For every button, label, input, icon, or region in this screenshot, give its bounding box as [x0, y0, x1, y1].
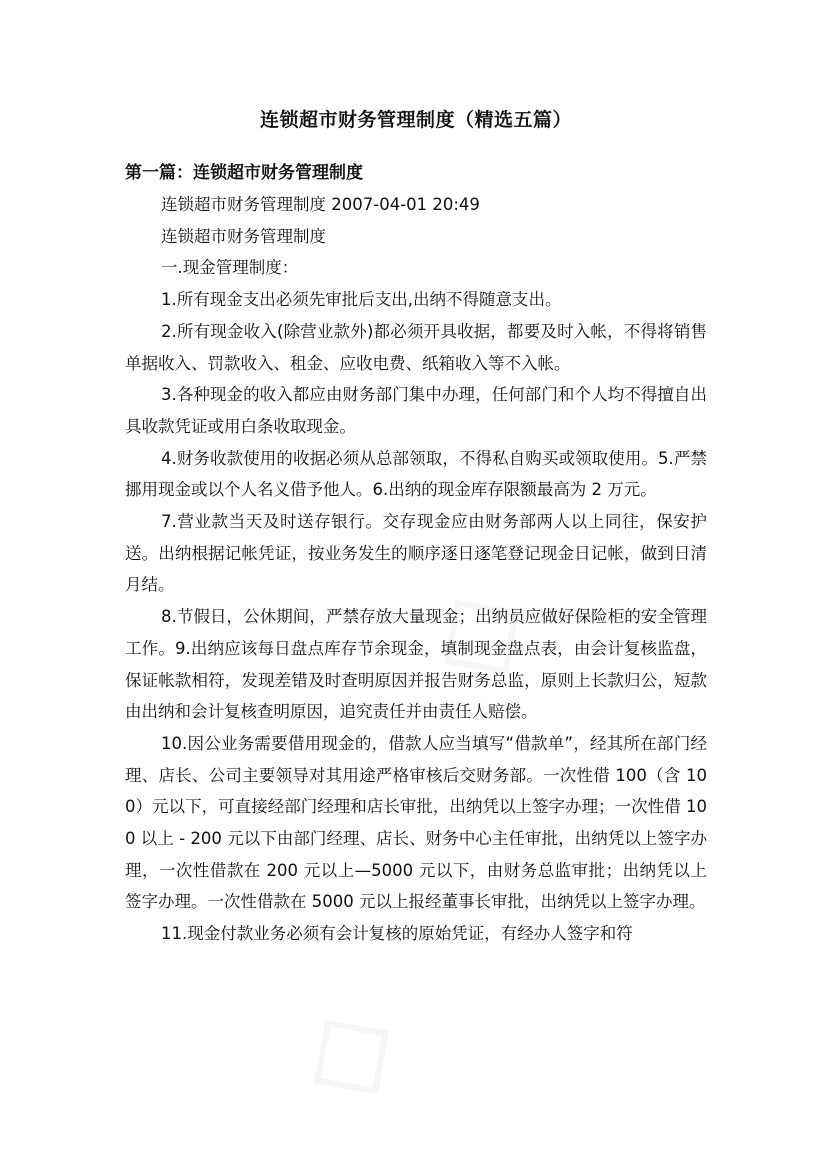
watermark-mark — [268, 966, 423, 1133]
paragraph-date-line: 连锁超市财务管理制度 2007-04-01 20:49 — [161, 195, 480, 214]
paragraph-rule-11: 11.现金付款业务必须有会计复核的原始凭证，有经办人签字和符 — [161, 924, 633, 944]
paragraph-rule-8-9: 8.节假日，公休期间，严禁存放大量现金；出纳员应做好保险柜的安全管理工作。9.出纳应该每日盘点库存节余现金，填制现金盘点表，由会计复核监盘，保证帐款相符，发现差错及时查明原因并报告财务总监，原则上长款归公，短款由出纳和会计复核查明原因，追究责任并由责任人赔偿。 — [125, 607, 707, 722]
paragraph-rule-4-6: 4.财务收款使用的收据必须从总部领取，不得私自购买或领取使用。5.严禁挪用现金或以个人名义借予他人。6.出纳的现金库存限额最高为 2 万元。 — [125, 448, 707, 500]
document-body — [125, 104, 707, 950]
paragraph-rule-2: 2.所有现金收入(除营业款外)都必须开具收据，都要及时入帐，不得将销售单据收入、罚款收入、租金、应收电费、纸箱收入等不入帐。 — [125, 321, 707, 373]
section-heading: 第一篇：连锁超市财务管理制度 — [125, 163, 363, 183]
paragraph-rule-10: 10.因公业务需要借用现金的，借款人应当填写“借款单”，经其所在部门经理、店长、公司主要领导对其用途严格审核后交财务部。一次性借 100（含 100）元以下，可直接经部门经理和店长审批，出纳凭以上签字办理；一次性借 100 以上 - 200 元以下由部门经理、店长、财务中心主任审批，出纳凭以上签字办理，一次性借款在 200 元以上—5000 元以下，由财务总监审批；出纳凭以上签字办理。一次性借款在 5000 元以上报经董事长审批，出纳凭以上签字办理。 — [125, 733, 707, 912]
paragraph-rule-3: 3.各种现金的收入都应由财务部门集中办理，任何部门和个人均不得擅自出具收款凭证或用白条收取现金。 — [125, 385, 707, 436]
paragraph-subtitle: 连锁超市财务管理制度 — [161, 226, 326, 246]
paragraph-rule-7: 7.营业款当天及时送存银行。交存现金应由财务部两人以上同往，保安护送。出纳根据记帐凭证，按业务发生的顺序逐日逐笔登记现金日记帐，做到日清月结。 — [125, 512, 707, 595]
paragraph-rule-1: 1.所有现金支出必须先审批后支出,出纳不得随意支出。 — [161, 290, 562, 310]
paragraph-cash-heading: 一.现金管理制度： — [161, 258, 299, 278]
document-title: 连锁超市财务管理制度（精选五篇） — [259, 109, 572, 131]
